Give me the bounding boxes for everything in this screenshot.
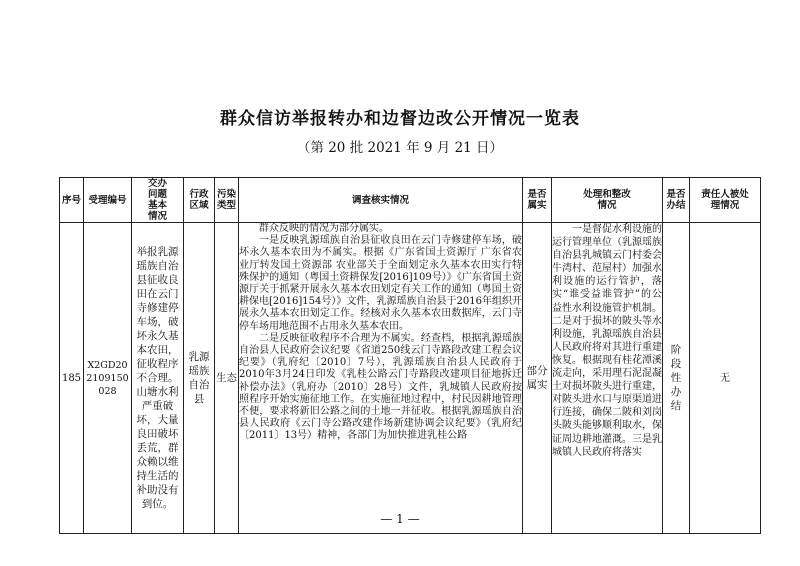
- cell-problem: 举报乳源瑶族自治县征收良田在云门寺修建停车场，破坏永久基本农田，征收程序不合理。山塘水利严重破坏，大量良田破坏丢荒，群众赖以维持生活的补助没有到位。: [132, 223, 184, 534]
- cell-seq: 185: [60, 223, 84, 534]
- investigation-paragraph: 一是反映乳源瑶族自治县征收良田在云门寺修建停车场，破坏永久基本农田为不属实。根据《广东省国土资源厅 广东省农业厅转发国土资源部 农业部关于全面划定永久基本农田实行特殊保护的通知（粤国土资耕保发[2016]109号）》《广东省国土资源厅关于抓紧开展永久基本农田划定有关工作的通知（粤国土资耕保电[2016]154号）》文件，乳源瑶族自治县于2016年组织开展永久基本农田划定工作。经核对永久基本农田数据库，云门寺停车场用地范围不占用永久基本农田。: [239, 235, 522, 332]
- header-investigation: 调查核实情况: [239, 178, 523, 223]
- cell-accountability: 无: [690, 223, 761, 534]
- cell-closed: 阶段性办结: [663, 223, 690, 534]
- cell-investigation: [239, 223, 523, 534]
- header-seq: 序号: [60, 178, 84, 223]
- table-header-row: [60, 178, 761, 223]
- cell-verified: 部分属实: [523, 223, 552, 534]
- table-row: [60, 223, 761, 534]
- header-pollution: 污染类型: [215, 178, 239, 223]
- cell-code: X2GD202109150028: [84, 223, 132, 534]
- cell-handling: 一是督促水利设施的运行管理单位（乳源瑶族自治县乳城镇云门村委会牛湾村、范屋村）加强水利设施的运行管护，落实“谁受益谁管护”的公益性水利设施管护机制。二是对于损坏的陂头等水利设施，乳源瑶族自治县人民政府将对其进行重建恢复。根据现有桂花潭溪流走向，采用理石泥混凝土对损坏陂头进行重建，对陂头进水口与原渠道进行连接，确保二陂和刘岗头陂头能够顺利取水，保证周边耕地灌溉。三是乳城镇人民政府将落实: [552, 223, 663, 534]
- document-subtitle: （第 20 批 2021 年 9 月 21 日）: [296, 140, 504, 156]
- header-region: 行政区域: [184, 178, 215, 223]
- investigation-paragraph: 群众反映的情况为部分属实。: [259, 223, 389, 234]
- document-title: 群众信访举报转办和边督边改公开情况一览表: [220, 109, 580, 129]
- petition-table: [59, 177, 761, 534]
- investigation-paragraph: 二是反映征收程序不合理为不属实。经查档，根据乳源瑶族自治县人民政府会议纪要《省道250线云门寺路段改建工程会议纪要》（乳府纪〔2010〕7号），乳源瑶族自治县人民政府于2010年3月24日印发《乳桂公路云门寺路段改建项目征地拆迁补偿办法》（乳府办〔2010〕28号）文件，乳城镇人民政府按照程序开始实施征地工作。在实施征地过程中，村民因耕地管理不便，要求将新旧公路之间的土地一并征收。根据乳源瑶族自治县人民政府《云门寺公路改建作场新建协调会议纪要》（乳府纪〔2011〕13号）精神，各部门为加快推进乳桂公路: [239, 332, 522, 442]
- header-verified: 是否属实: [523, 178, 552, 223]
- header-problem: 交办问题基本情况: [132, 178, 184, 223]
- header-handling: 处理和整改情况: [552, 178, 663, 223]
- cell-region: 乳源瑶族自治县: [184, 223, 215, 534]
- header-accountability: 责任人被处理情况: [690, 178, 761, 223]
- header-closed: 是否办结: [663, 178, 690, 223]
- page-number: — 1 —: [380, 512, 420, 526]
- header-code: 受理编号: [84, 178, 132, 223]
- cell-pollution: 生态: [215, 223, 239, 534]
